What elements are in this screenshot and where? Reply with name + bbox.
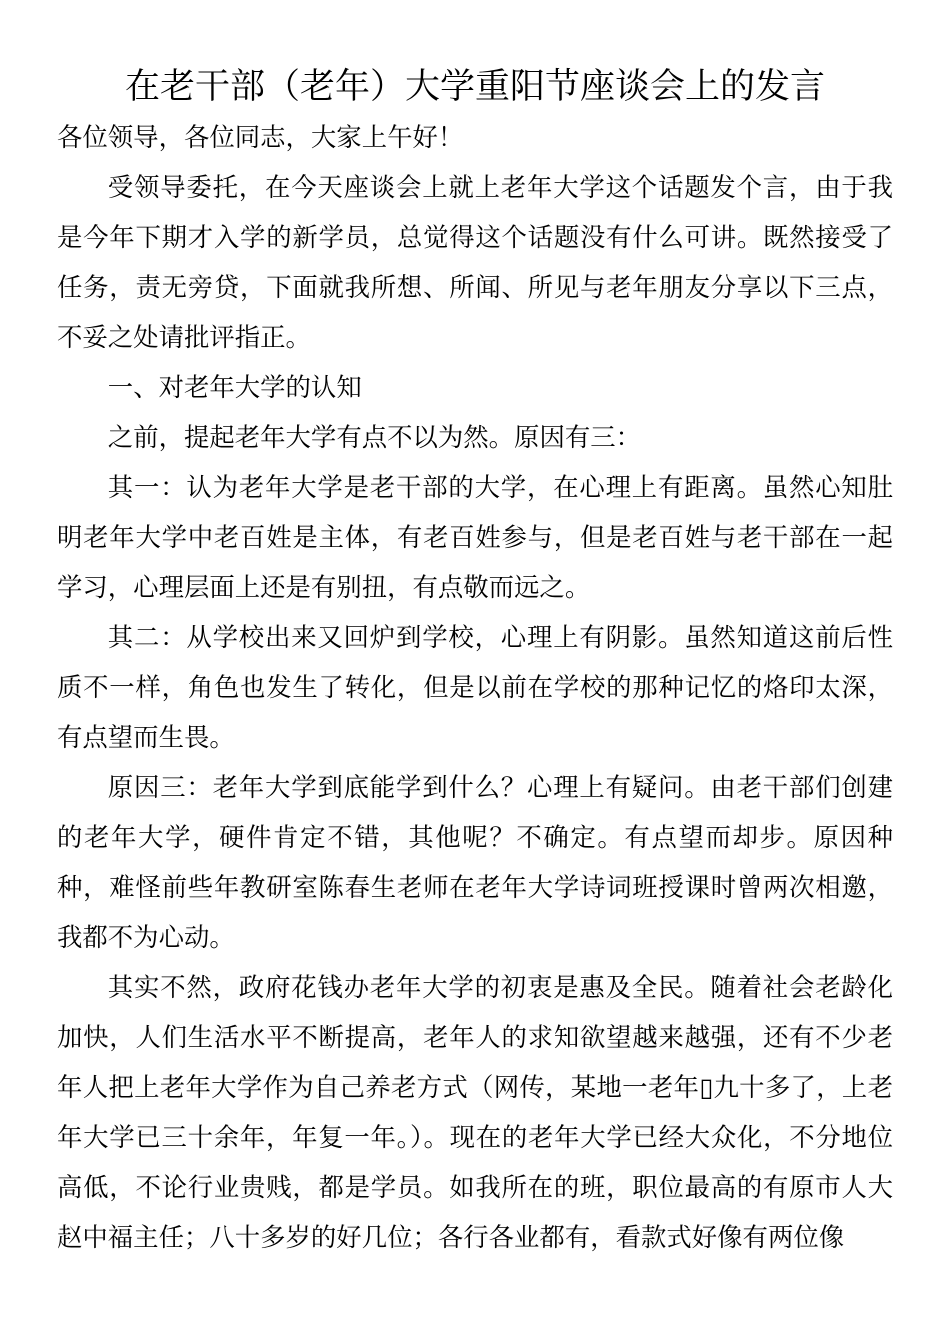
section-heading-1: 一、对老年大学的认知: [107, 372, 362, 402]
reason-one-paragraph: 其一：认为老年大学是老干部的大学，在心理上有距离。虽然心知肚明老年大学中老百姓是主体，有老百姓参与，但是老百姓与老干部在一起学习，心理层面上还是有别扭，有点敬而远之。: [57, 472, 893, 602]
greeting-paragraph: 各位领导，各位同志，大家上午好！: [57, 122, 464, 152]
reason-two-paragraph: 其二：从学校出来又回炉到学校，心理上有阴影。虽然知道这前后性质不一样，角色也发生了转化，但是以前在学校的那种记忆的烙印太深，有点望而生畏。: [57, 622, 893, 752]
rebuttal-paragraph: 其实不然，政府花钱办老年大学的初衷是惠及全民。随着社会老龄化加快，人们生活水平不断提高，老年人的求知欲望越来越强，还有不少老年人把上老年大学作为自己养老方式（网传，某地一老年▯九十多了，上老年大学已三十余年，年复一年。）。现在的老年大学已经大众化，不分地位高低，不论行业贵贱，都是学员。如我所在的班，职位最高的有原市人大赵中福主任；八十多岁的好几位；各行各业都有，看款式好像有两位像: [57, 972, 893, 1252]
document-page: [57, 62, 893, 1262]
reason-three-paragraph: 原因三：老年大学到底能学到什么？心理上有疑问。由老干部们创建的老年大学，硬件肯定不错，其他呢？不确定。有点望而却步。原因种种，难怪前些年教研室陈春生老师在老年大学诗词班授课时曾两次相邀，我都不为心动。: [57, 772, 893, 952]
intro-paragraph: 受领导委托，在今天座谈会上就上老年大学这个话题发个言，由于我是今年下期才入学的新学员，总觉得这个话题没有什么可讲。既然接受了任务，责无旁贷，下面就我所想、所闻、所见与老年朋友分享以下三点，不妥之处请批评指正。: [57, 172, 893, 352]
reasons-intro-paragraph: 之前，提起老年大学有点不以为然。原因有三：: [107, 422, 641, 452]
document-title: 在老干部（老年）大学重阳节座谈会上的发言: [124, 67, 825, 107]
